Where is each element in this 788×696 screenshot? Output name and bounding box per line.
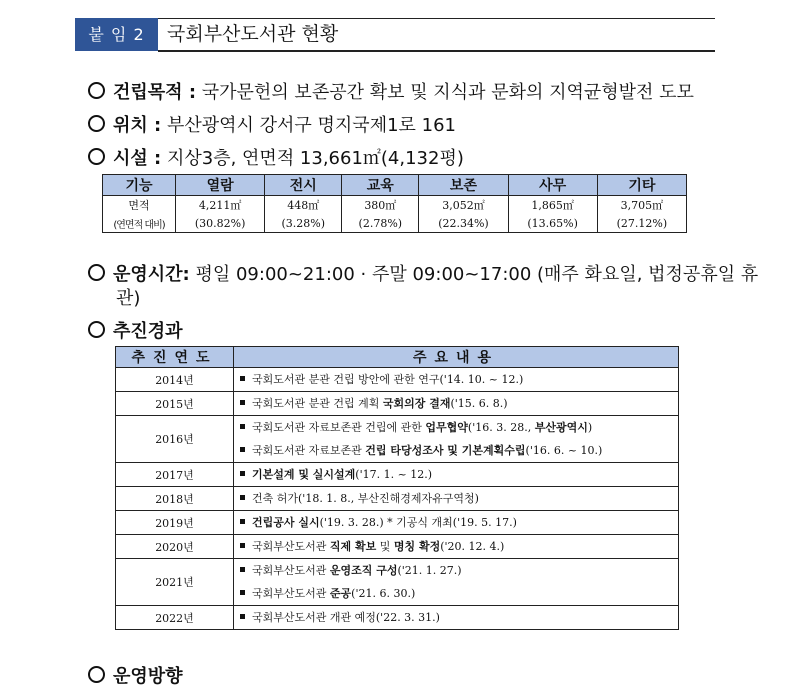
year-cell: 2015년 (116, 392, 234, 416)
year-cell: 2019년 (116, 511, 234, 535)
area-cell: 448㎡ (265, 196, 342, 215)
content-text: ('21. 1. 27.) (397, 564, 462, 577)
ratio-cell: (3.28%) (265, 214, 342, 233)
facility-header-cell: 전시 (265, 175, 342, 196)
content-text: ('19. 3. 28.) * 기공식 개최('19. 5. 17.) (319, 516, 517, 529)
facility-table (102, 174, 687, 233)
area-cell: 1,865㎡ (508, 196, 597, 215)
location-label: 위치 : (113, 115, 162, 136)
hours-text: 평일 09:00~21:00 · 주말 09:00~17:00 (매주 화요일, 법정공휴일 휴 (195, 264, 759, 285)
facility-header-cell: 사무 (508, 175, 597, 196)
circle-bullet-icon (88, 115, 105, 132)
table-row (116, 416, 679, 463)
year-cell: 2014년 (116, 368, 234, 392)
square-bullet-icon (240, 376, 245, 381)
content-text: 및 (376, 540, 394, 553)
square-bullet-icon (240, 471, 245, 476)
year-cell: 2017년 (116, 463, 234, 487)
table-row (116, 487, 679, 511)
content-cell (234, 368, 679, 392)
year-cell: 2016년 (116, 416, 234, 463)
square-bullet-icon (240, 400, 245, 405)
content-text: 건축 허가('18. 1. 8., 부산진해경제자유구역청) (252, 492, 479, 505)
purpose-item (88, 78, 694, 104)
facility-header-cell: 열람 (176, 175, 265, 196)
ratio-cell: (22.34%) (419, 214, 508, 233)
purpose-label: 건립목적 : (113, 82, 197, 103)
content-text: ('21. 6. 30.) (351, 587, 416, 600)
hours-label: 운영시간: (113, 264, 190, 285)
facility-item (88, 144, 464, 170)
emphasis-text: 국회의장 결재 (382, 397, 451, 410)
content-text: ('16. 6. ~ 10.) (525, 444, 603, 457)
content-cell (234, 511, 679, 535)
table-row (116, 559, 679, 606)
page-title: 국회부산도서관 현황 (167, 23, 339, 45)
emphasis-text: 준공 (329, 587, 352, 600)
progress-table-header (116, 347, 679, 368)
emphasis-text: 기본설계 및 실시설계 (252, 468, 356, 481)
content-text: 국회부산도서관 (252, 540, 330, 553)
content-text: ('15. 6. 8.) (450, 397, 508, 410)
content-line (240, 368, 678, 391)
content-cell (234, 487, 679, 511)
emphasis-text: 업무협약 (425, 421, 468, 434)
area-label: 면적 (103, 196, 176, 215)
square-bullet-icon (240, 519, 245, 524)
circle-bullet-icon (88, 321, 105, 338)
content-text: 국회도서관 분관 건립 계획 (252, 397, 383, 410)
circle-bullet-icon (88, 148, 105, 165)
content-cell (234, 463, 679, 487)
content-cell (234, 606, 679, 630)
content-line (240, 487, 678, 510)
area-cell: 4,211㎡ (176, 196, 265, 215)
emphasis-text: 건립 타당성조사 및 기본계획수립 (365, 444, 526, 457)
facility-area-row (103, 196, 687, 215)
table-row (116, 511, 679, 535)
attachment-tag: 붙 임 2 (75, 18, 158, 51)
emphasis-text: 운영조직 구성 (329, 564, 398, 577)
content-line (240, 535, 678, 558)
content-line (240, 439, 678, 462)
content-line (240, 392, 678, 415)
progress-label: 추진경과 (113, 321, 183, 342)
content-text: 국회도서관 자료보존관 (252, 444, 366, 457)
year-cell: 2021년 (116, 559, 234, 606)
facility-header-cell: 보존 (419, 175, 508, 196)
hours-item (88, 260, 758, 286)
table-row (116, 392, 679, 416)
ratio-cell: (13.65%) (508, 214, 597, 233)
facility-header-cell: 기능 (103, 175, 176, 196)
square-bullet-icon (240, 614, 245, 619)
ratio-cell: (27.12%) (597, 214, 686, 233)
ratio-cell: (30.82%) (176, 214, 265, 233)
emphasis-text: 건립공사 실시 (252, 516, 320, 529)
ratio-cell: (2.78%) (342, 214, 419, 233)
facility-label: 시설 : (113, 148, 162, 169)
progress-header-year: 추진연도 (116, 347, 234, 368)
location-text: 부산광역시 강서구 명지국제1로 161 (166, 115, 457, 136)
square-bullet-icon (240, 495, 245, 500)
square-bullet-icon (240, 590, 245, 595)
progress-item (88, 317, 183, 343)
content-line (240, 606, 678, 629)
content-text: ('20. 12. 4.) (440, 540, 505, 553)
purpose-text: 국가문헌의 보존공간 확보 및 지식과 문화의 지역균형발전 도모 (201, 82, 694, 103)
content-line (240, 463, 678, 486)
progress-header-content: 주요내용 (234, 347, 679, 368)
circle-bullet-icon (88, 666, 105, 683)
emphasis-text: 명칭 확정 (393, 540, 441, 553)
year-cell: 2020년 (116, 535, 234, 559)
table-row (116, 368, 679, 392)
content-text: 국회도서관 자료보존관 건립에 관한 (252, 421, 426, 434)
circle-bullet-icon (88, 82, 105, 99)
square-bullet-icon (240, 447, 245, 452)
content-text: ('17. 1. ~ 12.) (355, 468, 433, 481)
content-cell (234, 416, 679, 463)
facility-ratio-row (103, 214, 687, 233)
facility-text: 지상3층, 연면적 13,661㎡(4,132평) (166, 148, 464, 169)
content-cell (234, 559, 679, 606)
area-cell: 3,052㎡ (419, 196, 508, 215)
emphasis-text: 부산광역시 (534, 421, 588, 434)
location-item (88, 111, 456, 137)
circle-bullet-icon (88, 264, 105, 281)
table-row (116, 535, 679, 559)
content-cell (234, 392, 679, 416)
area-cell: 380㎡ (342, 196, 419, 215)
content-line (240, 559, 678, 582)
year-cell: 2018년 (116, 487, 234, 511)
ratio-label: (연면적 대비) (103, 214, 176, 233)
facility-header-cell: 기타 (597, 175, 686, 196)
content-text: ) (587, 421, 593, 434)
area-cell: 3,705㎡ (597, 196, 686, 215)
table-row (116, 463, 679, 487)
content-line (240, 416, 678, 439)
square-bullet-icon (240, 567, 245, 572)
hours-continuation: 관) (116, 288, 141, 309)
year-cell: 2022년 (116, 606, 234, 630)
content-cell (234, 535, 679, 559)
square-bullet-icon (240, 424, 245, 429)
content-text: 국회도서관 분관 건립 방안에 관한 연구('14. 10. ~ 12.) (252, 373, 524, 386)
square-bullet-icon (240, 543, 245, 548)
header-bottom-rule (158, 50, 715, 52)
content-line (240, 511, 678, 534)
direction-label: 운영방향 (113, 666, 183, 687)
content-text: 국회부산도서관 (252, 587, 330, 600)
table-row (116, 606, 679, 630)
facility-header-cell: 교육 (342, 175, 419, 196)
content-text: 국회부산도서관 개관 예정('22. 3. 31.) (252, 611, 440, 624)
attachment-header (75, 16, 715, 52)
facility-table-header (103, 175, 687, 196)
emphasis-text: 직제 확보 (329, 540, 377, 553)
content-text: 국회부산도서관 (252, 564, 330, 577)
progress-table (115, 346, 679, 630)
direction-item (88, 662, 183, 688)
content-line (240, 582, 678, 605)
content-text: ('16. 3. 28., (467, 421, 535, 434)
